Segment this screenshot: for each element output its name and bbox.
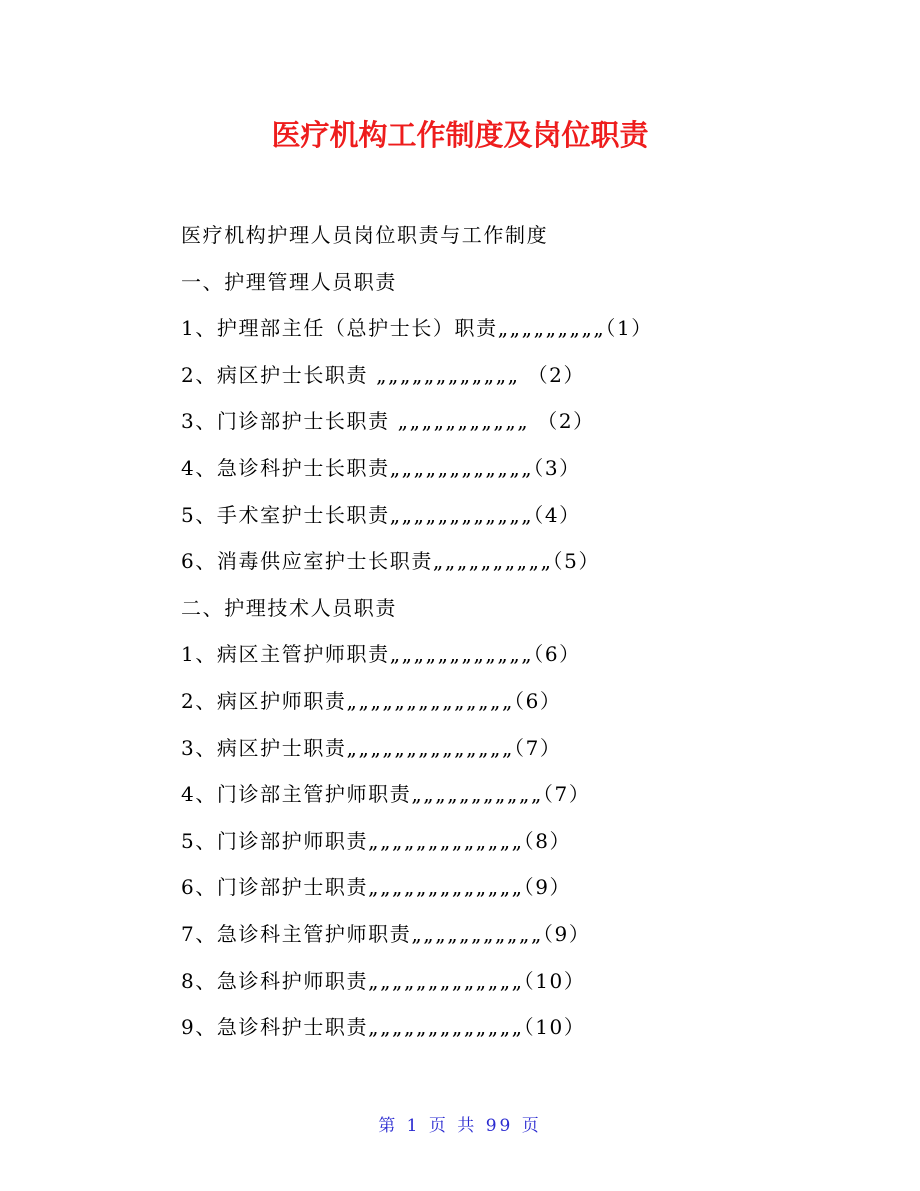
toc-entry: 7、急诊科主管护师职责„„„„„„„„„„„（9） [181, 921, 591, 946]
toc-entry: 1、病区主管护师职责„„„„„„„„„„„„（6） [181, 642, 581, 667]
toc-entry: 6、消毒供应室护士长职责„„„„„„„„„„（5） [181, 549, 601, 574]
toc-entry: 4、门诊部主管护师职责„„„„„„„„„„„（7） [181, 782, 591, 807]
toc-section-heading: 一、护理管理人员职责 [181, 269, 397, 294]
toc-heading: 医疗机构护理人员岗位职责与工作制度 [181, 223, 549, 247]
toc-section-heading: 二、护理技术人员职责 [181, 595, 397, 620]
toc-entry: 2、病区护士长职责 „„„„„„„„„„„„ （2） [181, 362, 586, 387]
toc-entry: 6、门诊部护士职责„„„„„„„„„„„„„（9） [181, 875, 572, 900]
toc-entry: 3、门诊部护士长职责 „„„„„„„„„„„ （2） [181, 409, 595, 434]
toc-entry: 9、急诊科护士职责„„„„„„„„„„„„„（10） [181, 1015, 586, 1040]
toc-entry: 2、病区护师职责„„„„„„„„„„„„„„（6） [181, 688, 562, 713]
document-title: 医疗机构工作制度及岗位职责 [271, 118, 649, 152]
toc-entry: 1、护理部主任（总护士长）职责„„„„„„„„„（1） [181, 316, 653, 341]
toc-entry: 8、急诊科护师职责„„„„„„„„„„„„„（10） [181, 968, 586, 993]
toc-entry: 3、病区护士职责„„„„„„„„„„„„„„（7） [181, 735, 562, 760]
page-footer: 第 1 页 共 99 页 [378, 1116, 542, 1136]
toc-entry: 5、门诊部护师职责„„„„„„„„„„„„„（8） [181, 828, 572, 853]
toc-entry: 4、急诊科护士长职责„„„„„„„„„„„„（3） [181, 455, 581, 480]
toc-entry: 5、手术室护士长职责„„„„„„„„„„„„（4） [181, 502, 581, 527]
table-of-contents [181, 212, 881, 1051]
